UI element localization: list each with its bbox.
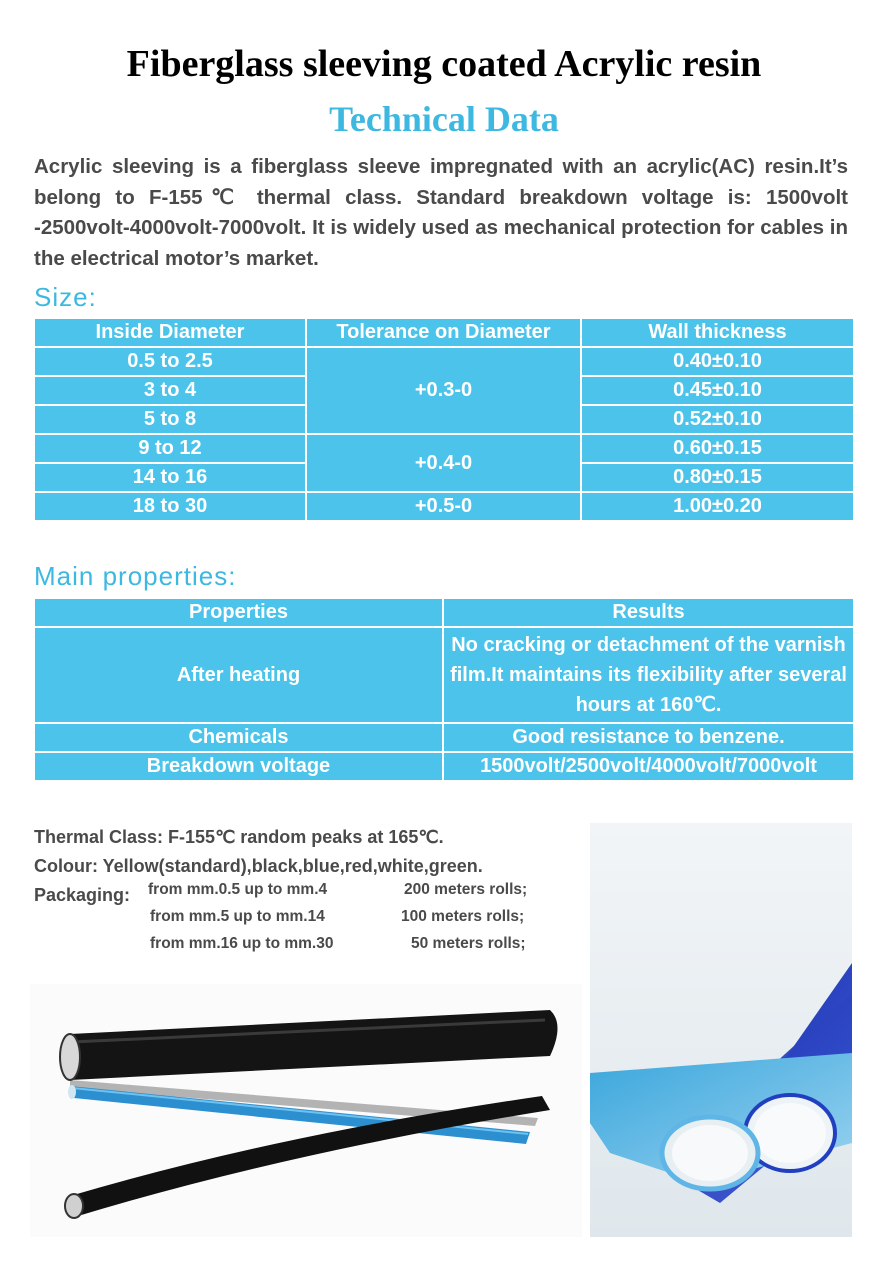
property-cell: Chemicals — [34, 723, 443, 752]
wall-thickness-cell: 0.45±0.10 — [581, 376, 854, 405]
properties-table — [33, 597, 855, 782]
packaging-range: from mm.0.5 up to mm.4 — [148, 881, 328, 898]
table-row — [34, 752, 854, 781]
tolerance-cell: +0.3-0 — [306, 347, 581, 434]
intro-paragraph: Acrylic sleeving is a fiberglass sleeve impregnated with an acrylic(AC) resin.It’s belong to F-155℃ thermal class. Standard breakdown voltage is: 1500volt -2500volt-4000volt-7000volt. It is widely used as mechanical protection for cables in the electrical motor’s market. — [34, 155, 848, 270]
inside-diameter-cell: 9 to 12 — [34, 434, 306, 463]
packaging-rolls: 200 meters rolls; — [404, 881, 528, 898]
tolerance-cell: +0.4-0 — [306, 434, 581, 492]
packaging-range: from mm.5 up to mm.14 — [150, 908, 325, 925]
packaging-rolls: 50 meters rolls; — [411, 935, 526, 952]
inside-diameter-cell: 14 to 16 — [34, 463, 306, 492]
packaging-label: Packaging: — [34, 885, 131, 905]
wall-thickness-cell: 0.80±0.15 — [581, 463, 854, 492]
tolerance-cell: +0.5-0 — [306, 492, 581, 521]
table-header-row — [34, 598, 854, 627]
property-cell: Breakdown voltage — [34, 752, 443, 781]
wall-thickness-cell: 0.60±0.15 — [581, 434, 854, 463]
table-row — [34, 627, 854, 723]
packaging-rolls: 100 meters rolls; — [401, 908, 525, 925]
product-photo-sleeves — [30, 984, 582, 1237]
result-cell: Good resistance to benzene. — [443, 723, 854, 752]
column-header: Inside Diameter — [34, 318, 306, 347]
inside-diameter-cell: 3 to 4 — [34, 376, 306, 405]
size-table — [33, 317, 855, 522]
properties-heading: Main properties: — [34, 561, 237, 591]
inside-diameter-cell: 18 to 30 — [34, 492, 306, 521]
result-cell: No cracking or detachment of the varnish film.It maintains its flexibility after several hours at 160℃. — [443, 627, 854, 723]
table-row — [34, 347, 854, 376]
size-heading: Size: — [34, 282, 97, 312]
table-row — [34, 434, 854, 463]
colour-note: Colour: Yellow(standard),black,blue,red,white,green. — [34, 856, 483, 876]
inside-diameter-cell: 5 to 8 — [34, 405, 306, 434]
table-row — [34, 492, 854, 521]
product-photo-blue-sleeves — [590, 823, 852, 1237]
thermal-class-note: Thermal Class: F-155℃ random peaks at 165℃. — [34, 827, 444, 847]
wall-thickness-cell: 1.00±0.20 — [581, 492, 854, 521]
wall-thickness-cell: 0.52±0.10 — [581, 405, 854, 434]
column-header: Properties — [34, 598, 443, 627]
column-header: Tolerance on Diameter — [306, 318, 581, 347]
inside-diameter-cell: 0.5 to 2.5 — [34, 347, 306, 376]
wall-thickness-cell: 0.40±0.10 — [581, 347, 854, 376]
packaging-range: from mm.16 up to mm.30 — [150, 935, 334, 952]
property-cell: After heating — [34, 627, 443, 723]
column-header: Wall thickness — [581, 318, 854, 347]
table-header-row — [34, 318, 854, 347]
result-cell: 1500volt/2500volt/4000volt/7000volt — [443, 752, 854, 781]
page-subtitle: Technical Data — [329, 99, 559, 139]
page-title: Fiberglass sleeving coated Acrylic resin — [126, 43, 762, 85]
column-header: Results — [443, 598, 854, 627]
table-row — [34, 723, 854, 752]
